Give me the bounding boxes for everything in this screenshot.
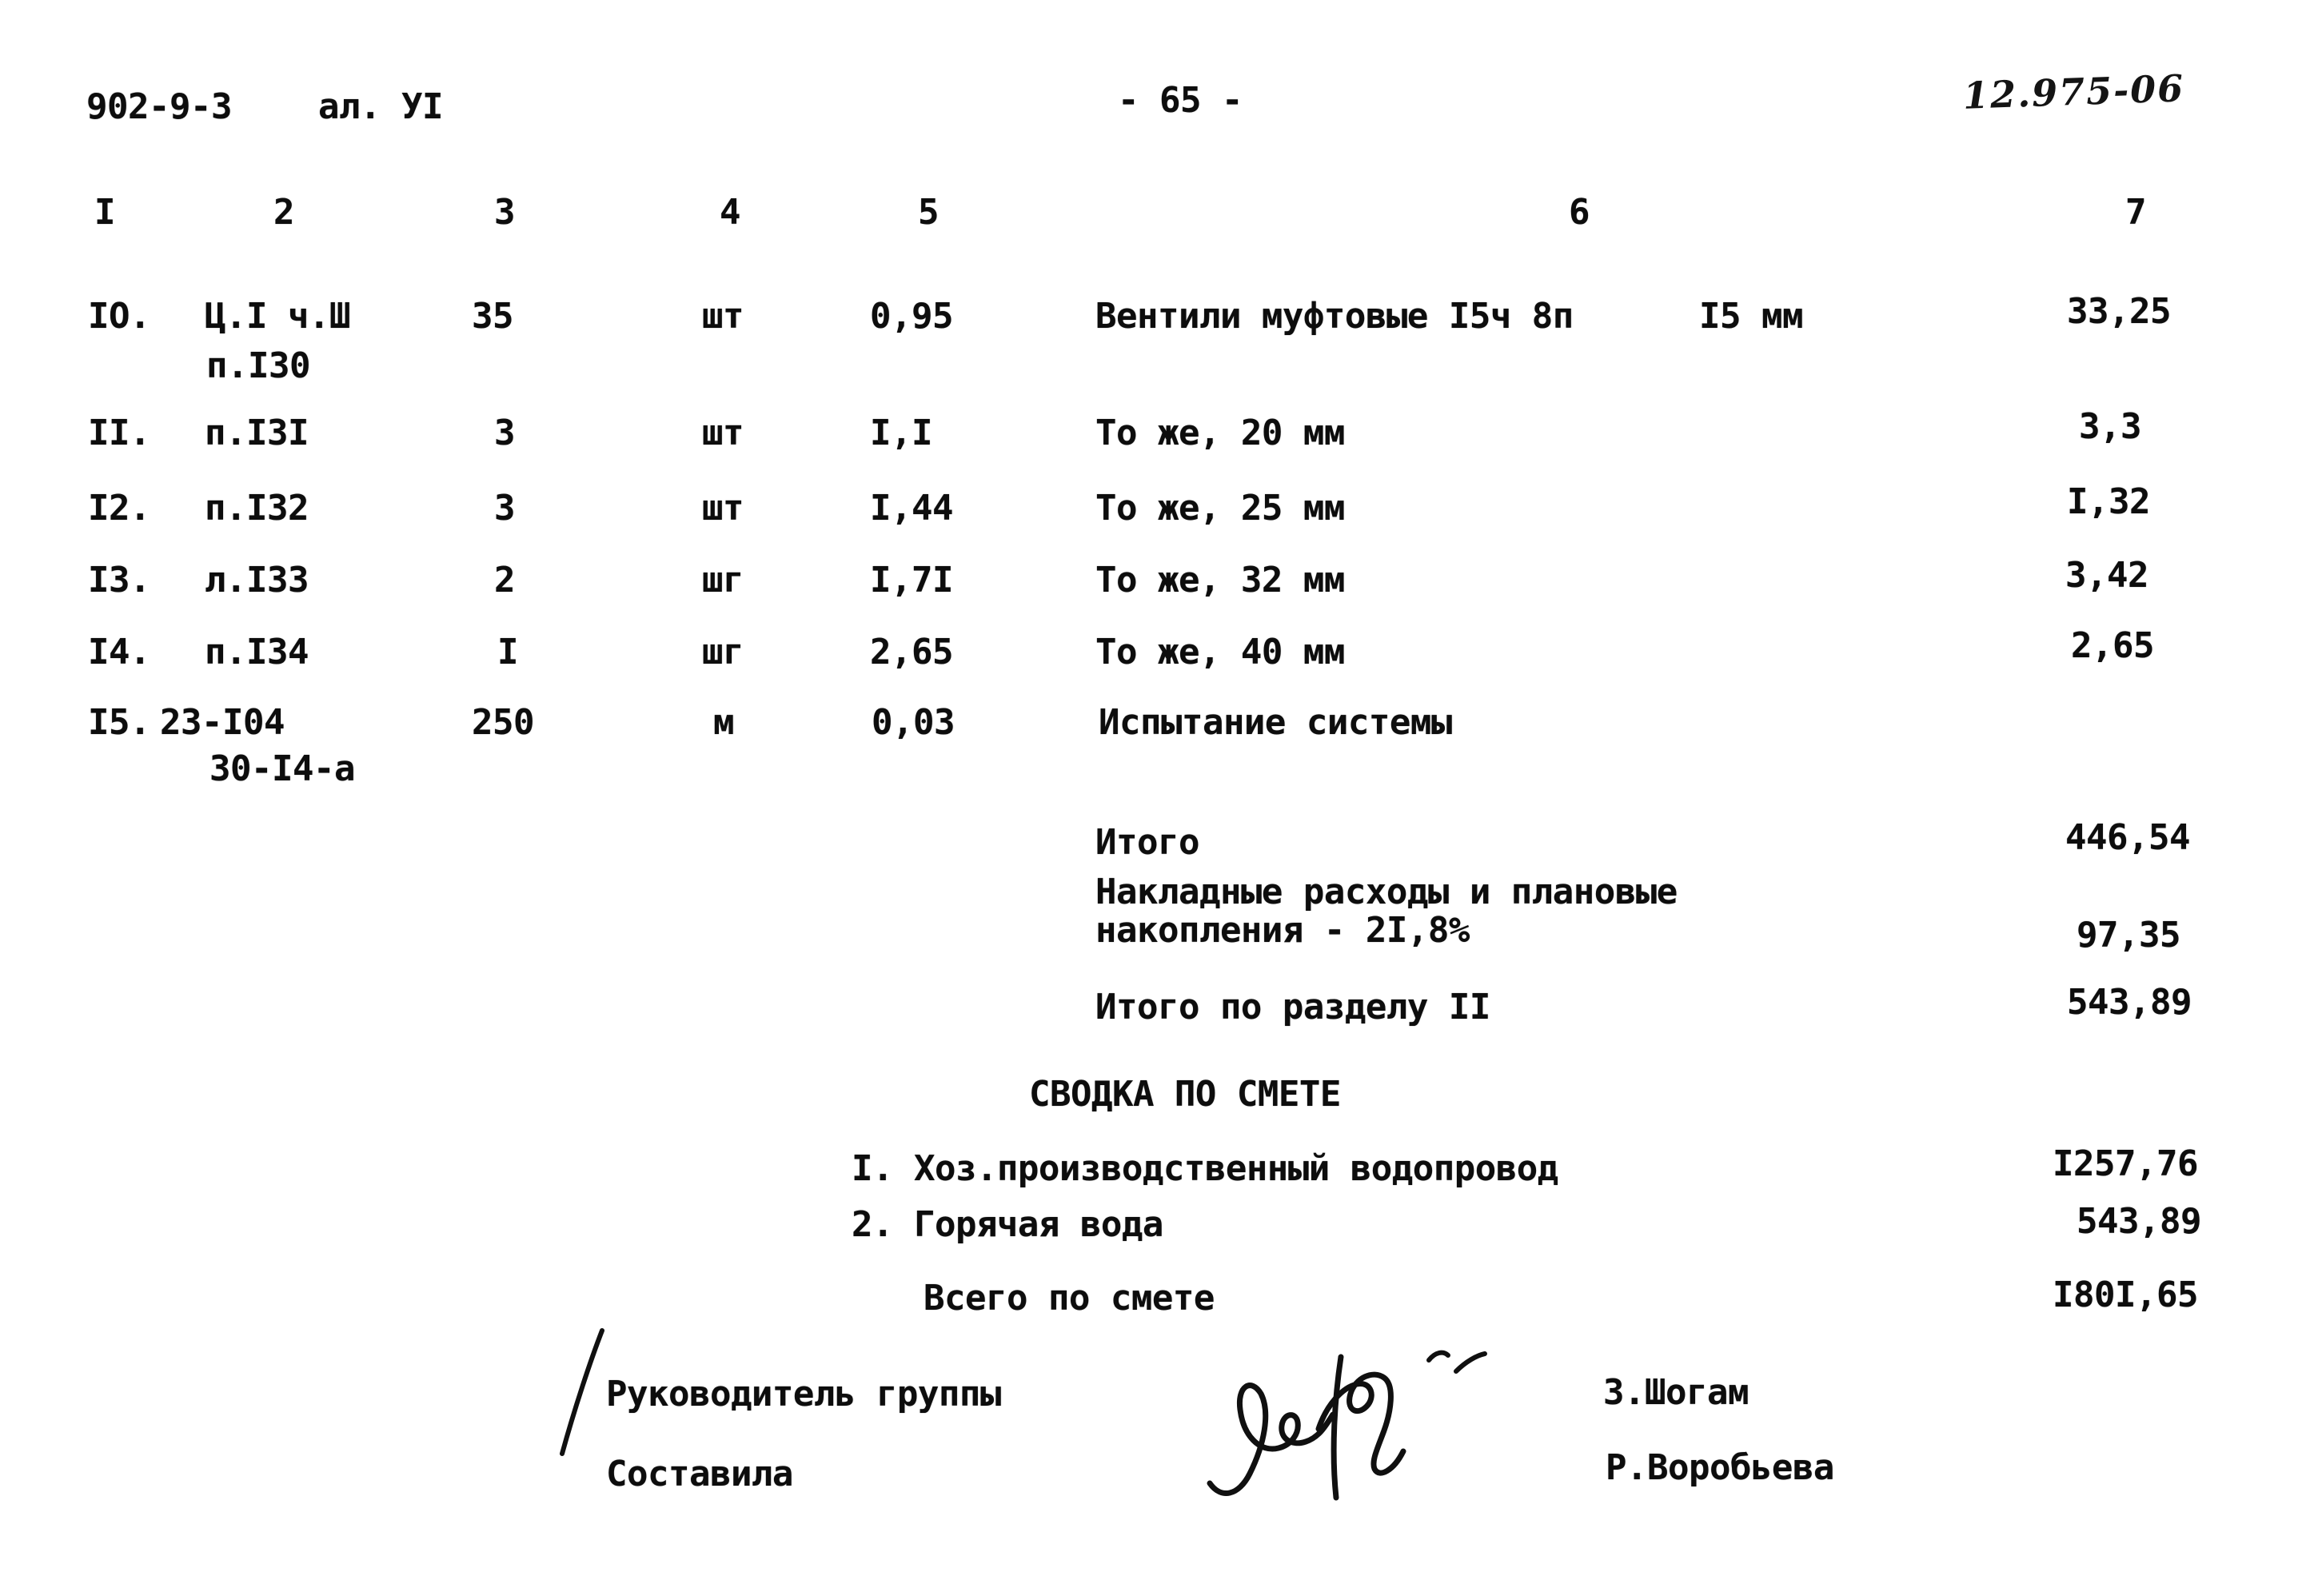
row-rate: I,7I bbox=[870, 560, 953, 600]
row-total: 2,65 bbox=[2071, 625, 2154, 666]
row-num: I2. bbox=[88, 488, 150, 529]
row-desc: То же, 20 мм bbox=[1095, 413, 1345, 453]
row-qty: 250 bbox=[472, 702, 534, 743]
row-total: 33,25 bbox=[2067, 291, 2171, 332]
itogo-label: Итого bbox=[1095, 822, 1199, 863]
summary-title: СВОДКА ПО СМЕТЕ bbox=[1029, 1074, 1341, 1115]
overhead-line2: накопления - 2I,8% bbox=[1095, 910, 1470, 951]
summary-total-value: I80I,65 bbox=[2053, 1275, 2198, 1315]
signature-role-leader: Руководитель группы bbox=[606, 1374, 1001, 1414]
handwritten-signature bbox=[1203, 1339, 1491, 1523]
row-ref: п.I3I bbox=[205, 413, 309, 453]
col-header-1: I bbox=[94, 192, 115, 233]
summary-total-label: Всего по смете bbox=[924, 1278, 1215, 1319]
overhead-value: 97,35 bbox=[2077, 915, 2180, 956]
row-ref: 23-I04 bbox=[160, 702, 285, 743]
row-num: I3. bbox=[88, 560, 150, 600]
row-unit: м bbox=[713, 702, 734, 743]
row-ref: п.I32 bbox=[205, 488, 309, 529]
overhead-line1: Накладные расходы и плановые bbox=[1095, 872, 1678, 912]
row-ref2: 30-I4-а bbox=[209, 748, 355, 789]
row-rate: 2,65 bbox=[870, 632, 953, 672]
col-header-6: 6 bbox=[1569, 192, 1590, 233]
row-rate: I,I bbox=[870, 413, 932, 453]
row-unit: шт bbox=[702, 488, 744, 529]
handwritten-doc-number: 12.975-06 bbox=[1962, 66, 2186, 118]
row-rate: 0,95 bbox=[870, 296, 953, 337]
row-total: I,32 bbox=[2067, 481, 2150, 522]
signature-name-leader: З.Шогам bbox=[1603, 1372, 1749, 1413]
row-ref: Ц.I ч.Ш bbox=[205, 296, 350, 337]
row-rate: 0,03 bbox=[872, 702, 955, 743]
row-ref2: п.I30 bbox=[206, 345, 310, 386]
page-number: - 65 - bbox=[1118, 80, 1243, 121]
row-desc: Испытание системы bbox=[1099, 702, 1452, 743]
row-rate: I,44 bbox=[870, 488, 953, 529]
col-header-2: 2 bbox=[273, 192, 294, 233]
row-total: 3,42 bbox=[2065, 555, 2148, 596]
row-desc: То же, 40 мм bbox=[1095, 632, 1345, 672]
row-qty: 3 bbox=[494, 488, 515, 529]
row-ref: л.I33 bbox=[205, 560, 309, 600]
row-qty: 3 bbox=[494, 413, 515, 453]
row-qty: I bbox=[497, 632, 518, 672]
row-unit: шт bbox=[702, 296, 744, 337]
row-unit: шт bbox=[702, 413, 744, 453]
summary-item-label: I. Хоз.производственный водопровод bbox=[852, 1148, 1558, 1189]
row-ref: п.I34 bbox=[205, 632, 309, 672]
album-label: ал. УI bbox=[318, 86, 443, 127]
handwritten-slash-stroke bbox=[556, 1327, 612, 1459]
row-unit: шг bbox=[702, 632, 744, 672]
row-desc2: I5 мм bbox=[1699, 296, 1803, 337]
section-total-value: 543,89 bbox=[2067, 982, 2192, 1023]
col-header-7: 7 bbox=[2125, 192, 2146, 233]
col-header-4: 4 bbox=[720, 192, 740, 233]
row-qty: 2 bbox=[494, 560, 515, 600]
row-num: I5. bbox=[88, 702, 150, 743]
row-qty: 35 bbox=[472, 296, 513, 337]
itogo-value: 446,54 bbox=[2065, 817, 2190, 858]
row-total: 3,3 bbox=[2079, 406, 2141, 447]
summary-item-value: 543,89 bbox=[2077, 1201, 2201, 1242]
row-num: I4. bbox=[88, 632, 150, 672]
signature-name-compiler: Р.Воробьева bbox=[1606, 1447, 1834, 1488]
section-total-label: Итого по разделу II bbox=[1095, 987, 1490, 1027]
summary-item-label: 2. Горячая вода bbox=[852, 1204, 1163, 1245]
row-num: II. bbox=[88, 413, 150, 453]
row-desc: То же, 32 мм bbox=[1095, 560, 1345, 600]
row-desc: То же, 25 мм bbox=[1095, 488, 1345, 529]
col-header-3: 3 bbox=[494, 192, 515, 233]
row-num: IO. bbox=[88, 296, 150, 337]
doc-code: 902-9-3 bbox=[86, 86, 232, 127]
col-header-5: 5 bbox=[918, 192, 939, 233]
signature-role-compiler: Составила bbox=[606, 1454, 793, 1494]
summary-item-value: I257,76 bbox=[2053, 1143, 2198, 1184]
row-unit: шг bbox=[702, 560, 744, 600]
row-desc: Вентили муфтовые I5ч 8п bbox=[1095, 296, 1574, 337]
